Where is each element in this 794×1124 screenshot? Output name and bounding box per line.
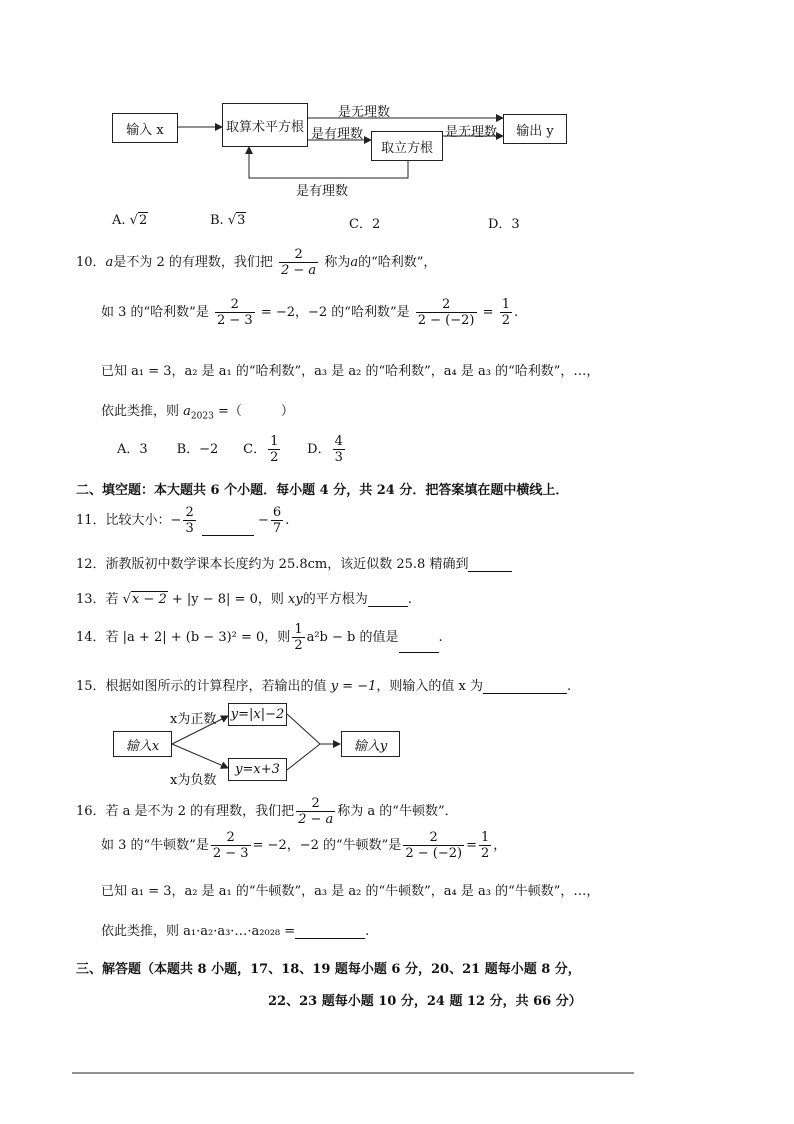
q13: 13．若 √x − 2 + |y − 8| = 0，则 xy的平方根为 .: [76, 592, 412, 607]
flow1-output-box: 输出 y: [503, 114, 567, 144]
flow2-input-box: 输入x: [113, 731, 172, 757]
q10-line2: 如 3 的“哈利数”是 $\frac{2}{2 - 3}$ = −2，−2 的“哈利数”是 $\frac{2}{2 - (-2)}$ = $\frac{1}{2}$ .: [101, 297, 519, 328]
flow1-label-rational-bottom: 是有理数: [296, 184, 349, 199]
q16-line4: 依此类推，则 a₁·a₂·a₃·…·a₂₀₂₈ = .: [101, 924, 370, 939]
flow1-cube-box: 取立方根: [371, 131, 443, 161]
flow1-label-irrational-top: 是无理数: [338, 105, 391, 120]
q10-line4: 依此类推，则 $a_{2023}$ =（ ）: [101, 404, 294, 422]
flow2-bottom-box: y=x+3: [228, 758, 287, 781]
q9-option-a: A. √2: [112, 213, 148, 228]
section2-heading: 二、填空题：本大题共 6 个小题．每小题 4 分，共 24 分．把答案填在题中横线上．: [76, 483, 569, 498]
flow1-input-box: 输入 x: [112, 113, 178, 143]
section3-heading-line1: 三、解答题（本题共 8 小题，17、18、19 题每小题 6 分，20、21 题每小题 8 分，: [76, 962, 581, 977]
q14: 14．若 |a + 2| + (b − 3)² = 0，则 $\frac{1}{2}$ a²b − b 的值是 .: [76, 622, 443, 653]
q12: 12．浙教版初中数学课本长度约为 25.8cm，该近似数 25.8 精确到: [76, 553, 512, 572]
q15: 15．根据如图所示的计算程序，若输出的值 y = −1，则输入的值 x 为 .: [76, 679, 572, 694]
q10-line3: 已知 a₁ = 3，a₂ 是 a₁ 的“哈利数”，a₃ 是 a₂ 的“哈利数”，a₄ 是 a₃ 的“哈利数”，…，: [101, 364, 600, 379]
q9-option-b: B. √3: [210, 213, 246, 228]
flow1-sqrt-box: 取算术平方根: [222, 103, 308, 147]
q10-options: A．3 B．−2 C． $\frac{1}{2}$ D． $\frac{4}{3}$: [117, 434, 343, 465]
flow1-label-irrational-right: 是无理数: [445, 125, 498, 140]
flow2-label-positive: x为正数: [170, 712, 217, 727]
q9-option-d: D．3: [488, 217, 520, 232]
q16-line1: 16．若 a 是不为 2 的有理数，我们把 $\frac{2}{2 - a}$ 称为 a 的“牛顿数”．: [76, 796, 458, 827]
section3-heading-line2: 22、23 题每小题 10 分，24 题 12 分，共 66 分）: [268, 994, 582, 1009]
flow1-label-rational-mid: 是有理数: [311, 127, 364, 142]
flow2-label-negative: x为负数: [170, 773, 217, 788]
q10-line1: 10．a是不为 2 的有理数，我们把 $\frac{2}{2 - a}$ 称为a的“哈利数”，: [76, 247, 437, 278]
q11: 11．比较大小：− $\frac{2}{3}$ − $\frac{6}{7}$ .: [76, 505, 290, 536]
flow2-top-box: y=|x|−2: [228, 703, 287, 726]
q16-line3: 已知 a₁ = 3，a₂ 是 a₁ 的“牛顿数”，a₃ 是 a₂ 的“牛顿数”，a₄ 是 a₃ 的“牛顿数”，…，: [101, 884, 600, 899]
q16-line2: 如 3 的“牛顿数”是 $\frac{2}{2 - 3}$ = −2，−2 的“牛顿数”是 $\frac{2}{2 - (-2)}$ = $\frac{1}{2}$ ，: [101, 830, 507, 861]
q9-option-c: C．2: [349, 217, 381, 232]
flow2-output-box: 输入y: [341, 731, 400, 757]
